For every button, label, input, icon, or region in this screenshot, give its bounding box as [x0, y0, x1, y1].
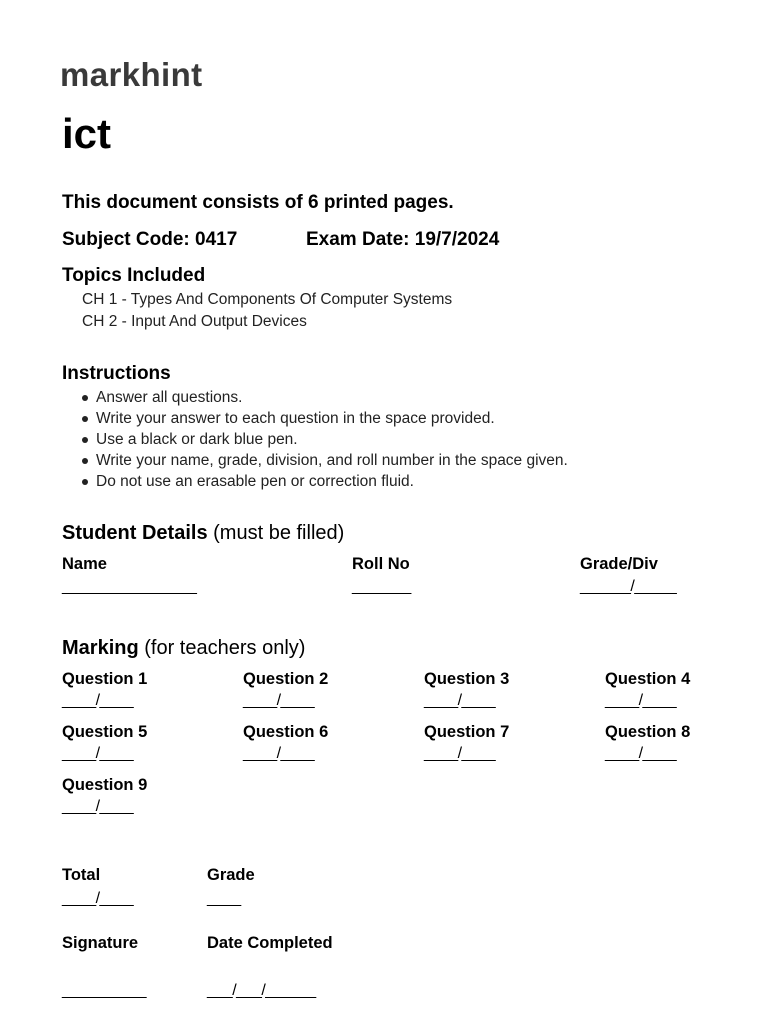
- instruction-item: Use a black or dark blue pen.: [78, 429, 568, 450]
- topic-item: CH 1 - Types And Components Of Computer Systems: [82, 291, 453, 308]
- question-8-blank: ____/____: [605, 745, 677, 762]
- instruction-item: Write your answer to each question in the space provided.: [78, 408, 568, 429]
- name-blank: ________________: [62, 578, 197, 595]
- question-9-blank: ____/____: [62, 798, 134, 815]
- name-label: Name: [62, 555, 107, 573]
- roll-no-label: Roll No: [352, 555, 410, 573]
- question-7-label: Question 7: [424, 723, 510, 741]
- instructions-list: [78, 387, 568, 492]
- marking-note: (for teachers only): [138, 637, 306, 659]
- grade-div-blank: ______/_____: [580, 578, 677, 595]
- instructions-heading: Instructions: [62, 363, 171, 384]
- question-1-blank: ____/____: [62, 692, 134, 709]
- exam-date: Exam Date: 19/7/2024: [306, 229, 500, 250]
- question-6-label: Question 6: [243, 723, 329, 741]
- markhint-logo: markhint: [60, 56, 203, 93]
- date-completed-label: Date Completed: [207, 934, 333, 952]
- grade-label: Grade: [207, 866, 255, 884]
- question-6-blank: ____/____: [243, 745, 315, 762]
- total-label: Total: [62, 866, 101, 884]
- topics-heading: Topics Included: [62, 265, 206, 286]
- subject-code: Subject Code: 0417: [62, 229, 238, 250]
- question-4-label: Question 4: [605, 670, 691, 688]
- instruction-item: Write your name, grade, division, and roll number in the space given.: [78, 450, 568, 471]
- question-2-label: Question 2: [243, 670, 329, 688]
- question-5-label: Question 5: [62, 723, 148, 741]
- signature-label: Signature: [62, 934, 139, 952]
- marking-title: Marking: [62, 637, 139, 659]
- question-8-label: Question 8: [605, 723, 691, 741]
- student-details-title: Student Details: [62, 522, 208, 544]
- grade-blank: ____: [207, 890, 241, 907]
- signature-blank: __________: [62, 982, 146, 999]
- question-4-blank: ____/____: [605, 692, 677, 709]
- question-5-blank: ____/____: [62, 745, 134, 762]
- printed-pages-note: This document consists of 6 printed pages.: [62, 192, 454, 213]
- marking-heading: [62, 637, 305, 660]
- grade-div-label: Grade/Div: [580, 555, 658, 573]
- student-details-note: (must be filled): [207, 522, 345, 544]
- instruction-item: Do not use an erasable pen or correction fluid.: [78, 471, 568, 492]
- question-9-label: Question 9: [62, 776, 148, 794]
- instruction-item: Answer all questions.: [78, 387, 568, 408]
- question-3-label: Question 3: [424, 670, 510, 688]
- roll-no-blank: _______: [352, 578, 411, 595]
- date-completed-blank: ___/___/______: [207, 982, 316, 999]
- question-2-blank: ____/____: [243, 692, 315, 709]
- question-1-label: Question 1: [62, 670, 148, 688]
- subject-title: ict: [62, 110, 112, 157]
- question-3-blank: ____/____: [424, 692, 496, 709]
- topic-item: CH 2 - Input And Output Devices: [82, 313, 307, 330]
- question-7-blank: ____/____: [424, 745, 496, 762]
- student-details-heading: [62, 522, 344, 545]
- total-blank: ____/____: [62, 890, 134, 907]
